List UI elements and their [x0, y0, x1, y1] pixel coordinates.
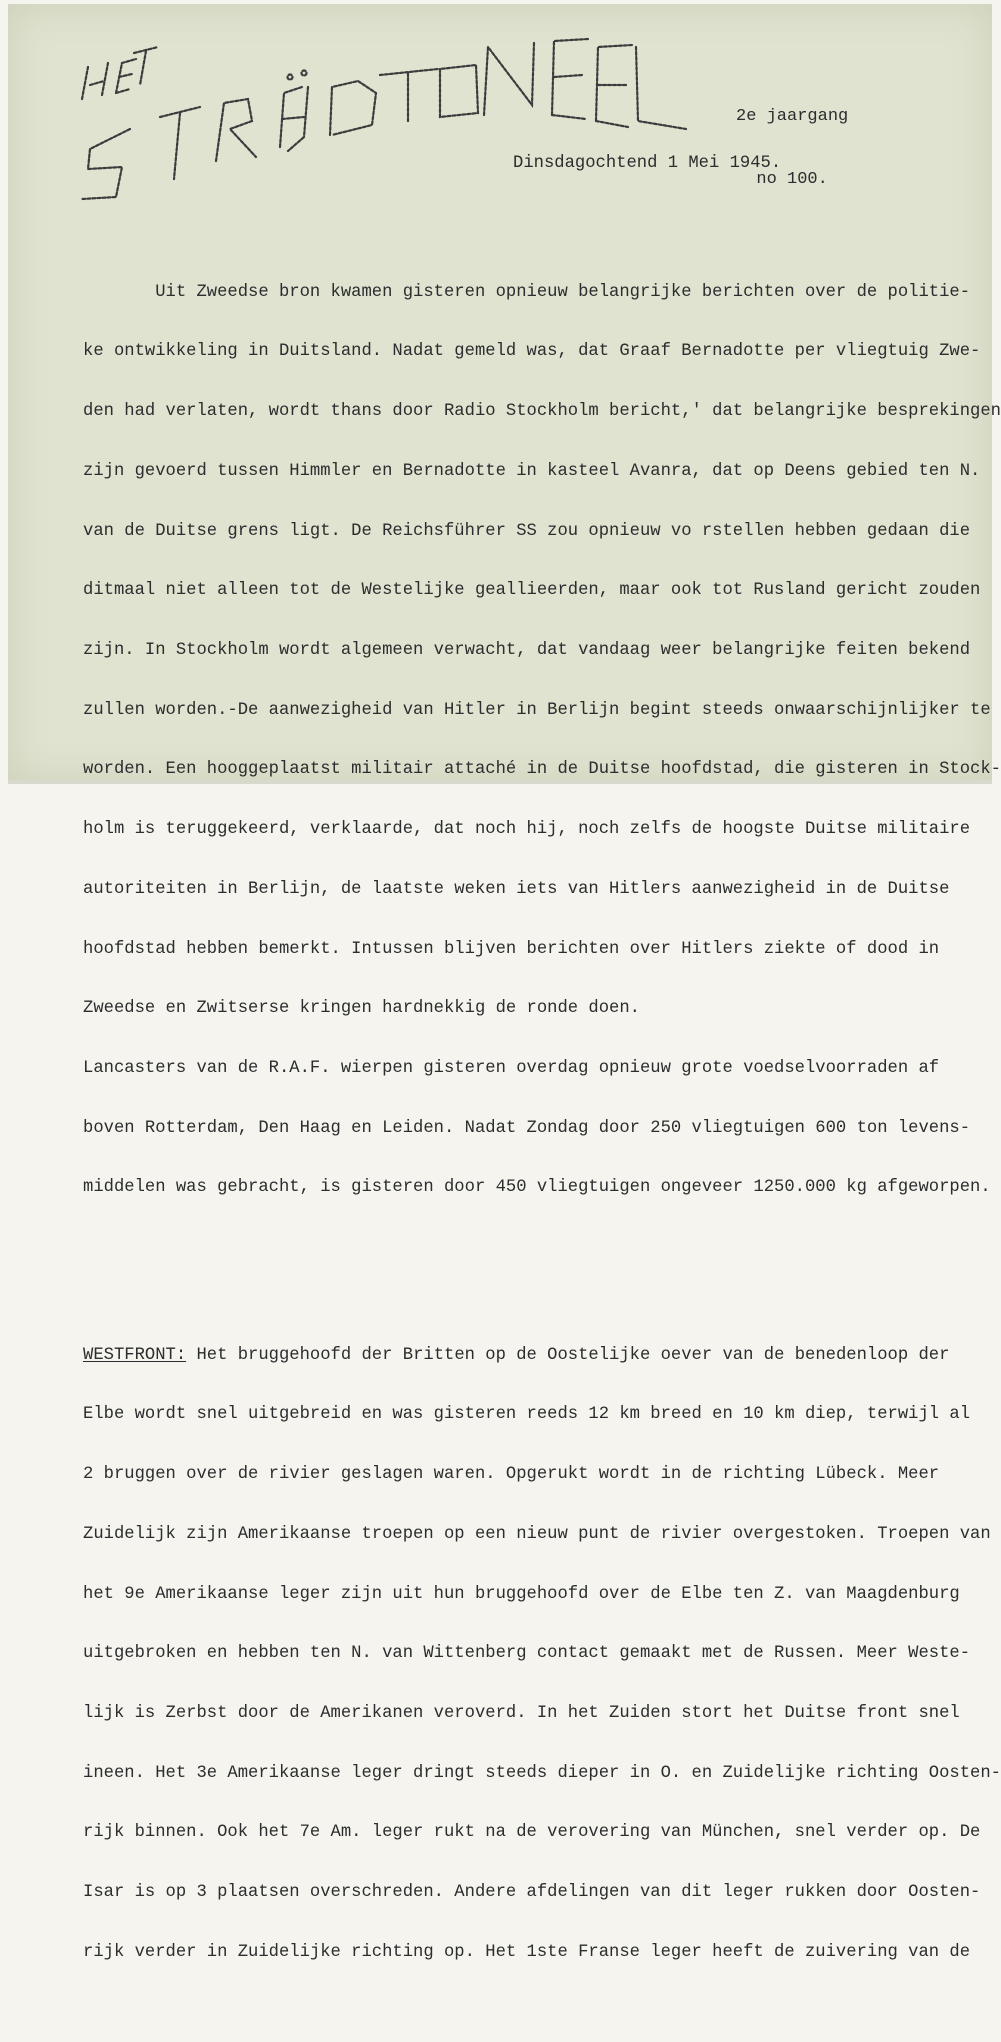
masthead-logo — [68, 29, 708, 204]
text-line: middelen was gebracht, is gisteren door 450 vliegtuigen ongeveer 1250.000 kg afgeworpen. — [83, 1178, 991, 1198]
text-line: zullen worden.-De aanwezigheid van Hitler in Berlijn begint steeds onwaarschijnlijker te — [83, 700, 991, 720]
article-body — [83, 203, 1001, 2042]
text-line: boven Rotterdam, Den Haag en Leiden. Nadat Zondag door 250 vliegtuigen 600 ton levens- — [83, 1118, 971, 1138]
text-line: den had verlaten, wordt thans door Radio Stockholm bericht,' dat belangrijke besprekingen — [83, 402, 1001, 422]
news-paragraph — [83, 243, 1001, 1238]
year-line: 2e jaargang — [736, 107, 849, 126]
text-line: zijn. In Stockholm wordt algemeen verwacht, dat vandaag weer belangrijke feiten bekend — [83, 640, 971, 660]
text-line: Elbe wordt snel uitgebreid en was gisteren reeds 12 km breed en 10 km diep, terwijl al — [83, 1405, 971, 1425]
text-line: autoriteiten in Berlijn, de laatste weken iets van Hitlers aanwezigheid in de Duitse — [83, 879, 950, 899]
text-line: rijk verder in Zuidelijke richting op. Het 1ste Franse leger heeft de zuivering van de — [83, 1942, 971, 1962]
text-line: Uit Zweedse bron kwamen gisteren opnieuw belangrijke berichten over de politie- — [83, 282, 971, 302]
text-line: het 9e Amerikaanse leger zijn uit hun bruggehoofd over de Elbe ten Z. van Maagdenburg — [83, 1584, 960, 1604]
text-line — [83, 1346, 988, 1366]
text-line: zijn gevoerd tussen Himmler en Bernadotte in kasteel Avanra, dat op Deens gebied ten N. — [83, 461, 981, 481]
newspaper-sheet — [8, 4, 1001, 1962]
text-line-rest: Het bruggehoofd der Britten op de Oostelijke oever van de benedenloop der — [186, 1345, 950, 1365]
text-line: holm is teruggekeerd, verklaarde, dat noch hij, noch zelfs de hoogste Duitse militaire — [83, 820, 971, 840]
text-line: lijk is Zerbst door de Amerikanen veroverd. In het Zuiden stort het Duitse front snel — [83, 1703, 960, 1723]
text-line: hoofdstad hebben bemerkt. Intussen blijven berichten over Hitlers ziekte of dood in — [83, 939, 940, 959]
sheet-edge-shadow — [8, 780, 992, 784]
text-line: ineen. Het 3e Amerikaanse leger dringt steeds dieper in O. en Zuidelijke richting Oosten- — [83, 1763, 1001, 1783]
text-line: uitgebroken en hebben ten N. van Wittenberg contact gemaakt met de Russen. Meer Weste- — [83, 1644, 971, 1664]
masthead-typed-lettering — [68, 29, 708, 204]
issue-date: Dinsdagochtend 1 Mei 1945. — [513, 154, 782, 173]
text-line: 2 bruggen over de rivier geslagen waren. Opgerukt wordt in de richting Lübeck. Meer — [83, 1465, 940, 1485]
text-line: ke ontwikkeling in Duitsland. Nadat gemeld was, dat Graaf Bernadotte per vliegtuig Zwe- — [83, 342, 981, 362]
text-line: van de Duitse grens ligt. De Reichsführer SS zou opnieuw vo rstellen hebben gedaan die — [83, 521, 971, 541]
text-line: Lancasters van de R.A.F. wierpen gisteren overdag opnieuw grote voedselvoorraden af — [83, 1058, 940, 1078]
text-line: Isar is op 3 plaatsen overschreden. Andere afdelingen van dit leger rukken door Oosten- — [83, 1883, 981, 1903]
text-line: worden. Een hooggeplaatst militair attaché in de Duitse hoofdstad, die gisteren in Stock- — [83, 760, 1001, 780]
section-heading-westfront: WESTFRONT: — [83, 1345, 187, 1365]
text-line: Zweedse en Zwitserse kringen hardnekkig de ronde doen. — [83, 999, 640, 1019]
text-line: ditmaal niet alleen tot de Westelijke geallieerden, maar ook tot Rusland gericht zouden — [83, 581, 981, 601]
westfront-section — [83, 1306, 1001, 2003]
text-line: rijk binnen. Ook het 7e Am. leger rukt na de verovering van München, snel verder op. De — [83, 1823, 981, 1843]
text-line: Zuidelijk zijn Amerikaanse troepen op een nieuw punt de rivier overgestoken. Troepen van — [83, 1524, 991, 1544]
issue-number: no 100. — [756, 170, 828, 189]
